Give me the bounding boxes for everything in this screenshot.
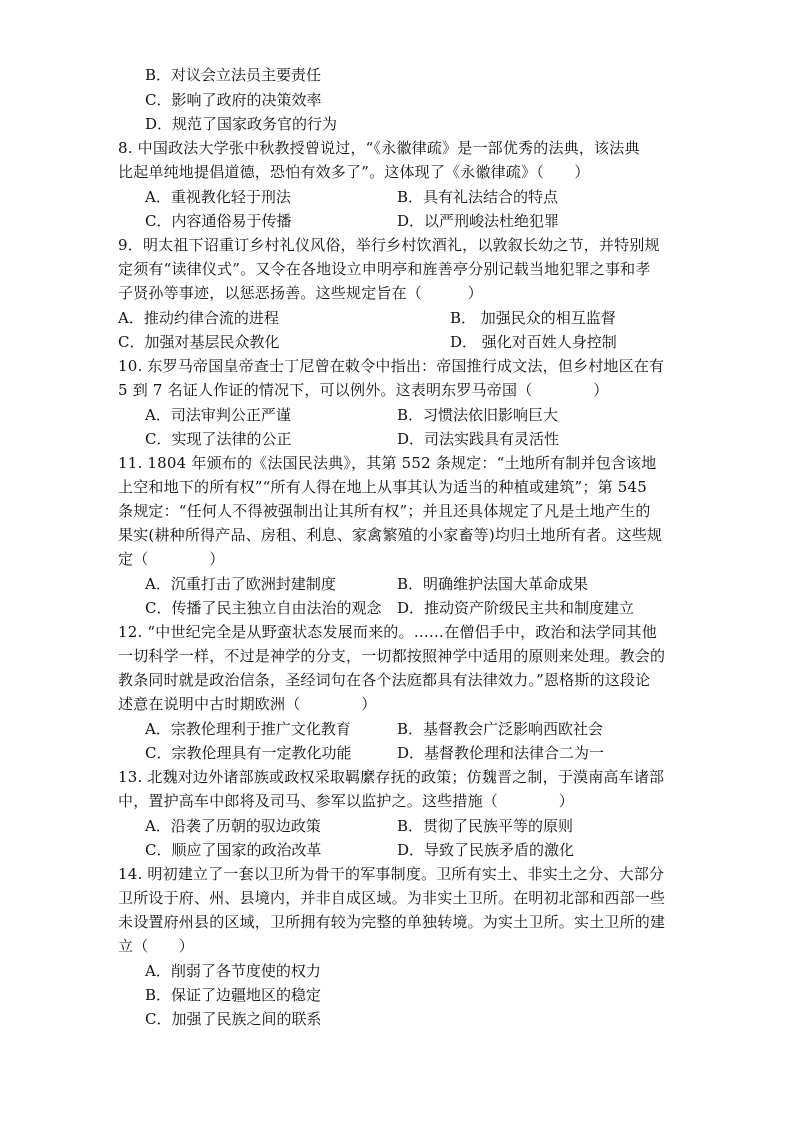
q8-option-d: D．以严刑峻法杜绝犯罪: [397, 212, 560, 230]
q13-stem-line1: 13. 北魏对边外诸部族或政权采取羁縻存抚的政策；仿魏晋之制，于漠南高车诸部: [118, 768, 665, 786]
q13-option-c: C．顺应了国家的政治改革: [145, 841, 322, 859]
q14-stem-line1: 14. 明初建立了一套以卫所为骨干的军事制度。卫所有实土、非实土之分、大部分: [118, 865, 665, 883]
q14-stem-line4: 立（ ）: [118, 937, 195, 955]
q14-option-a: A．削弱了各节度使的权力: [145, 962, 321, 980]
q8-option-b: B．具有礼法结合的特点: [397, 188, 559, 206]
q13-option-a: A．沿袭了历朝的驭边政策: [145, 817, 321, 835]
q11-option-a: A．沉重打击了欧洲封建制度: [145, 575, 336, 593]
q9-option-d: D． 强化对百姓人身控制: [450, 333, 617, 351]
q11-stem-line5: 定（ ）: [118, 550, 225, 568]
q8-option-c: C．内容通俗易于传播: [145, 212, 292, 230]
q9-stem-line2: 定须有“读律仪式”。又令在各地设立申明亭和旌善亭分别记载当地犯罪之事和孝: [118, 260, 651, 278]
q9-stem-line3: 子贤孙等事迹，以惩恶扬善。这些规定旨在（ ）: [118, 284, 483, 302]
q9-option-a: A．推动约律合流的进程: [118, 309, 279, 327]
q12-option-c: C．宗教伦理具有一定教化功能: [145, 744, 352, 762]
q10-stem-line1: 10. 东罗马帝国皇帝查士丁尼曾在敕令中指出：帝国推行成文法，但乡村地区在有: [118, 357, 665, 375]
q12-stem-line1: 12. “中世纪完全是从野蛮状态发展而来的。……在僧侣手中，政治和法学同其他: [118, 623, 657, 641]
q12-stem-line2: 一切科学一样，不过是神学的分支，一切都按照神学中适用的原则来处理。教会的: [118, 647, 666, 665]
q11-stem-line4: 果实(耕种所得产品、房租、利息、家禽繁殖的小家畜等)均归土地所有者。这些规: [118, 526, 663, 544]
q14-stem-line2: 卫所设于府、州、县境内，并非自成区域。为非实土卫所。在明初北部和西部一些: [118, 889, 666, 907]
q7-option-b: B．对议会立法员主要责任: [145, 66, 322, 84]
q14-stem-line3: 未设置府州县的区域，卫所拥有较为完整的单独转境。为实土卫所。实土卫所的建: [118, 913, 666, 931]
q12-option-b: B．基督教会广泛影响西欧社会: [397, 720, 604, 738]
q12-option-a: A．宗教伦理利于推广文化教育: [145, 720, 351, 738]
q14-option-c: C．加强了民族之间的联系: [145, 1010, 322, 1028]
q11-option-d: D．推动资产阶级民主共和制度建立: [397, 599, 635, 617]
q9-option-b: B． 加强民众的相互监督: [450, 309, 616, 327]
q11-option-b: B．明确维护法国大革命成果: [397, 575, 589, 593]
q10-option-b: B．习惯法依旧影响巨大: [397, 406, 559, 424]
q8-stem-line1: 8. 中国政法大学张中秋教授曾说过，“《永徽律疏》是一部优秀的法典，该法典: [118, 139, 640, 157]
q9-stem-line1: 9．明太祖下诏重订乡村礼仪风俗，举行乡村饮酒礼，以敦叙长幼之节，并特别规: [118, 236, 660, 254]
q10-option-a: A．司法审判公正严谨: [145, 406, 291, 424]
q12-option-d: D．基督教伦理和法律合二为一: [397, 744, 605, 762]
q12-stem-line3: 教条同时就是政治信条，圣经词句在各个法庭都具有法律效力。”恩格斯的这段论: [118, 671, 651, 689]
q14-option-b: B．保证了边疆地区的稳定: [145, 986, 322, 1004]
q10-option-c: C．实现了法律的公正: [145, 430, 292, 448]
q11-stem-line3: 条规定：“任何人不得被强制出让其所有权”；并且还具体规定了凡是土地产生的: [118, 502, 651, 520]
q7-option-d: D．规范了国家政务官的行为: [145, 115, 338, 133]
q13-option-b: B．贯彻了民族平等的原则: [397, 817, 574, 835]
q11-stem-line2: 上空和地下的所有权”“所有人得在地上从事其认为适当的种植或建筑”；第 545: [118, 478, 648, 496]
q12-stem-line4: 述意在说明中古时期欧洲（ ）: [118, 695, 377, 713]
q9-option-c: C．加强对基层民众教化: [118, 333, 280, 351]
q11-stem-line1: 11. 1804 年颁布的《法国民法典》，其第 552 条规定：“土地所有制并包含该地: [118, 454, 657, 472]
q8-option-a: A．重视教化轻于刑法: [145, 188, 291, 206]
q10-option-d: D．司法实践具有灵活性: [397, 430, 560, 448]
q7-option-c: C．影响了政府的决策效率: [145, 91, 322, 109]
q13-option-d: D．导致了民族矛盾的激化: [397, 841, 575, 859]
q13-stem-line2: 中，置护高车中郎将及司马、参军以监护之。这些措施（ ）: [118, 792, 575, 810]
q10-stem-line2: 5 到 7 名证人作证的情况下，可以例外。这表明东罗马帝国（ ）: [118, 381, 609, 399]
q8-stem-line2: 比起单纯地提倡道德，恐怕有效多了”。这体现了《永徽律疏》（ ）: [118, 163, 590, 181]
q11-option-c: C．传播了民主独立自由法治的观念: [145, 599, 382, 617]
